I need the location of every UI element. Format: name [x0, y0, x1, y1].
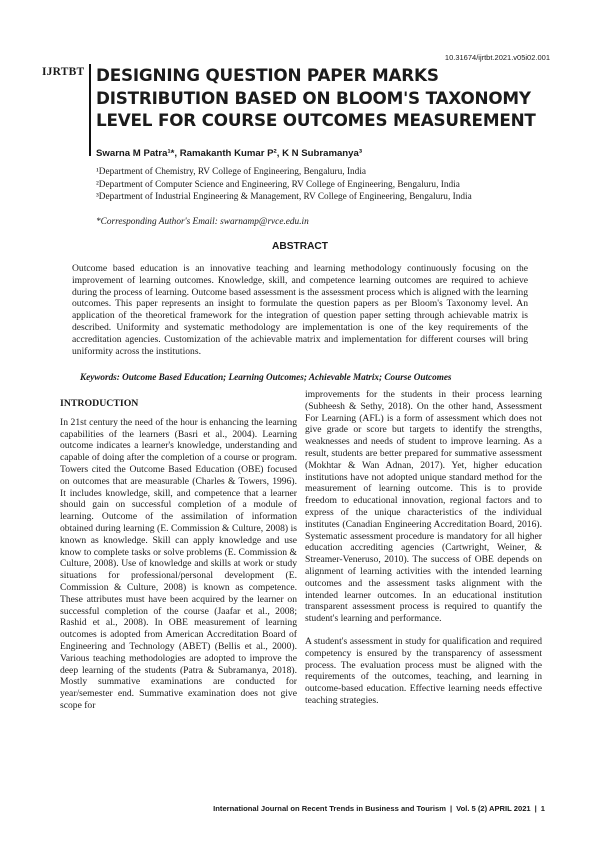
doi-label: 10.31674/ijrtbt.2021.v05i02.001: [444, 53, 550, 62]
affiliation-item: ²Department of Computer Science and Engineering, RV College of Engineering, Bengaluru, India: [96, 179, 460, 190]
page-footer: [0, 804, 545, 813]
abstract-heading: ABSTRACT: [271, 241, 329, 252]
corresponding-email: *Corresponding Author's Email: swarnamp@rvce.edu.in: [96, 217, 309, 227]
affiliation-list: [96, 166, 472, 204]
title-rule: [89, 64, 91, 156]
footer-separator: |: [534, 804, 537, 813]
paper-title: DESIGNING QUESTION PAPER MARKS DISTRIBUTION BASED ON BLOOM'S TAXONOMY LEVEL FOR COURSE OUTCOMES MEASUREMENT: [96, 65, 536, 130]
right-column: [305, 389, 542, 707]
footer-volume: Vol. 5 (2) APRIL 2021: [456, 804, 531, 813]
author-list: Swarna M Patra¹*, Ramakanth Kumar P², K N Subramanya³: [96, 148, 363, 159]
body-paragraph: improvements for the students in their process learning (Subheesh & Sethy, 2018). On the other hand, Assessment For Learning (AFL) is a form of assessment which does not give grade or score but targets to identify the strengths, weaknesses and needs of student to improve learning. As a result, students are better prepared for summative assessment (Mokhtar & Wan Adnan, 2017). Yet, higher education institutions have not adopted unique standard method for the measurement of learning outcome. This is to provide freedom to educational innovation, regional factors and to express of the unique characteristics of the individual institutes (Canadian Engineering Accreditation Board, 2016). Systematic assessment procedure is mandatory for all higher education accrediting agencies (Cartwright, Weiner, & Streamer-Veneruso, 2010). The success of OBE depends on alignment of learning activities with the intended learning outcomes and the assessment tasks alignment with the intended learner outcomes. In an educational institution transparent assessment process is required to quantify the student's learning and performance.: [305, 389, 542, 625]
body-paragraph: A student's assessment in study for qualification and required competency is ensured by the transparency of assessment process. The evaluation process must be aligned with the requirements of the outcomes, teaching, and learning in outcome-based education. Effective learning needs effective teaching strategies.: [305, 635, 542, 706]
affiliation-item: ¹Department of Chemistry, RV College of Engineering, Bengaluru, India: [96, 167, 367, 177]
affiliation-item: ³Department of Industrial Engineering & Management, RV College of Engineering, Bengaluru, India: [96, 192, 472, 202]
page-number: 1: [540, 804, 545, 813]
footer-separator: |: [449, 804, 453, 813]
journal-code: IJRTBT: [42, 66, 85, 78]
body-paragraph: In 21st century the need of the hour is enhancing the learning capabilities of the learners (Basri et al., 2004). Learning outcome indicates a learner's knowledge, understanding and capable of doing after the completion of a course or program. Towers cited the Outcome Based Education (OBE) focused on outcomes that are measurable (Charles & Towers, 1996). It includes knowledge, skill, and competence that a learner should gain on successful completion of a module of learning. Outcome of the assimilation of information obtained during learning (E. Commission & Culture, 2008) is known as knowledge. Skill can apply knowledge and use know to complete tasks or solve problems (E. Commission & Culture, 2008). Use of knowledge and skills at work or study situations for professional/personal development (E. Commission & Culture, 2008) is known as competence. These attributes must have been acquired by the learner on successful completion of the course (Jaafar et al., 2008; Rashid et al., 2008). In OBE measurement of learning outcomes is adopted from American Accreditation Board of Engineering and Technology (ABET) (Bellis et al., 2000). Various teaching methodologies are adopted to improve the deep learning of the students (Patra & Subramanya, 2018). Mostly summative examinations are conducted for year/semester end. Summative examination does not give scope for: [60, 416, 297, 711]
left-column: [60, 398, 297, 712]
footer-journal-name: International Journal on Recent Trends in Business and Tourism: [213, 804, 446, 813]
keywords-line: Keywords: Outcome Based Education; Learning Outcomes; Achievable Matrix; Course Outcomes: [80, 372, 452, 382]
abstract-text: Outcome based education is an innovative teaching and learning methodology continuously focusing on the improvement of learning outcomes. Knowledge, skill, and competence learning outcomes are required to achieve during the process of learning. Outcome based assessment is the assessment process which is aligned with the learning outcomes. This paper represents an insight to formulate the question papers as per Bloom's Taxonomy level. An application of the theoretical framework for the integration of question paper setting through achievable matrix is described. Uniformity and systematic methodology are implementation is one of the key requirements of the accreditation agencies. Customization of the achievable matrix and implementation for different courses will bring uniformity across the institutions.: [72, 263, 528, 357]
section-heading-introduction: INTRODUCTION: [60, 398, 139, 409]
